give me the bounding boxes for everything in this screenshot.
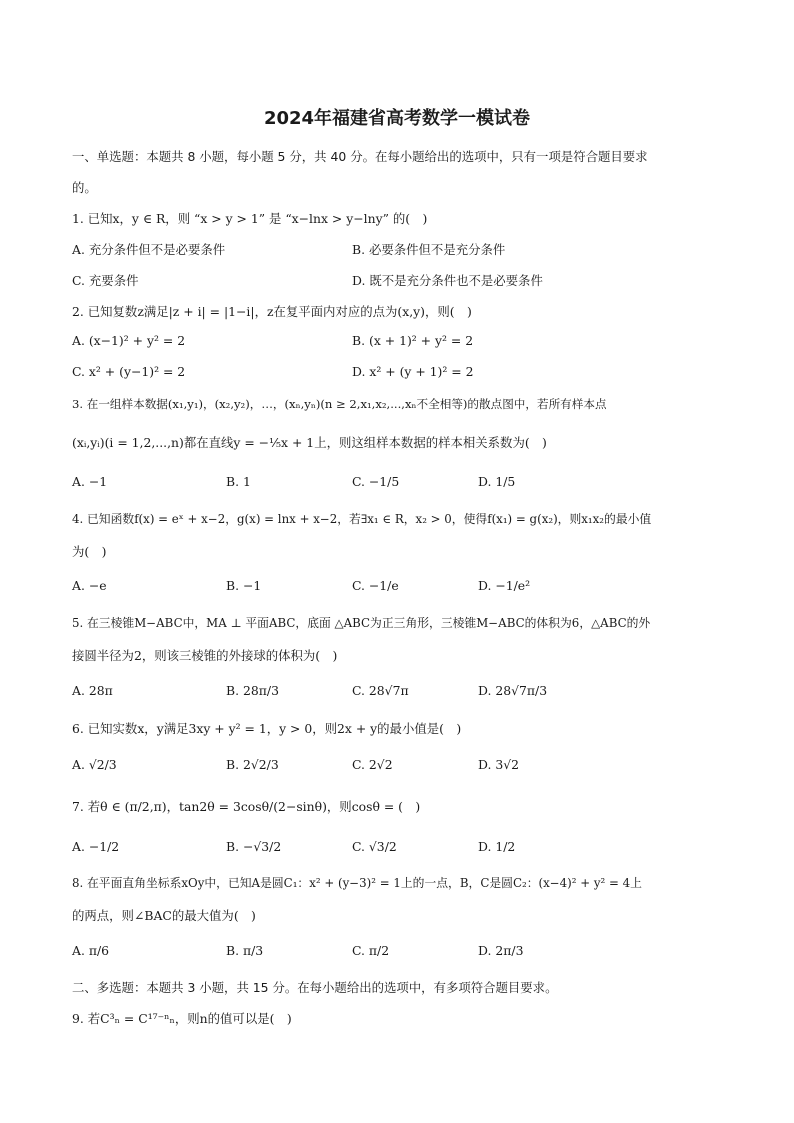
q5-stem-cont: 接圆半径为2，则该三棱锥的外接球的体积为( ) [72,648,338,663]
q6-option-a: A. √2/3 [72,757,117,772]
q8-option-c: C. π/2 [352,943,390,958]
section1-header-cont: 的。 [72,180,97,195]
q8-stem-cont: 的两点，则∠BAC的最大值为( ) [72,908,256,923]
q4-option-a: A. −e [72,578,107,593]
q3-option-d: D. 1/5 [478,474,516,489]
q5-option-d: D. 28√7π/3 [478,683,548,698]
q5-stem: 5. 在三棱锥M−ABC中，MA ⊥ 平面ABC，底面 △ABC为正三角形，三棱锥M−ABC的体积为6，△ABC的外 [72,616,651,630]
q2-option-a: A. (x−1)² + y² = 2 [72,333,186,348]
q7-option-b: B. −√3/2 [226,839,282,854]
q6-option-d: D. 3√2 [478,757,520,772]
section2-header: 二、多选题：本题共 3 小题，共 15 分。在每小题给出的选项中，有多项符合题目要求。 [72,980,558,995]
q4-stem: 4. 已知函数f(x) = eˣ + x−2，g(x) = lnx + x−2，若∃x₁ ∈ R，x₂ > 0，使得f(x₁) = g(x₂)，则x₁x₂的最小值 [72,512,652,526]
q6-option-b: B. 2√2/3 [226,757,279,772]
page-title: 2024年福建省高考数学一模试卷 [263,108,531,129]
q7-option-a: A. −1/2 [72,839,120,854]
q6-stem: 6. 已知实数x，y满足3xy + y² = 1，y > 0，则2x + y的最小值是( ) [72,721,462,736]
q7-stem: 7. 若θ ∈ (π/2,π)，tan2θ = 3cosθ/(2−sinθ)，则cosθ = ( ) [72,799,421,814]
q5-option-a: A. 28π [72,683,113,698]
section1-header: 一、单选题：本题共 8 小题，每小题 5 分，共 40 分。在每小题给出的选项中，只有一项是符合题目要求 [72,149,648,164]
q3-stem: 3. 在一组样本数据(x₁,y₁)，(x₂,y₂)，…，(xₙ,yₙ)(n ≥ 2,x₁,x₂,...,xₙ不全相等)的散点图中，若所有样本点 [72,397,607,411]
q8-stem: 8. 在平面直角坐标系xOy中，已知A是圆C₁：x² + (y−3)² = 1上的一点，B，C是圆C₂：(x−4)² + y² = 4上 [72,876,642,890]
q5-option-b: B. 28π/3 [226,683,279,698]
q3-option-c: C. −1/5 [352,474,400,489]
q1-stem: 1. 已知x，y ∈ R，则 “x > y > 1” 是 “x−lnx > y−lny” 的( ) [72,211,428,226]
q2-stem: 2. 已知复数z满足|z + i| = |1−i|，z在复平面内对应的点为(x,y)，则( ) [72,304,472,319]
q4-option-d: D. −1/e² [478,578,531,593]
q4-option-b: B. −1 [226,578,262,593]
q5-option-c: C. 28√7π [352,683,409,698]
q3-option-b: B. 1 [226,474,251,489]
q2-option-d: D. x² + (y + 1)² = 2 [352,364,474,379]
q2-option-c: C. x² + (y−1)² = 2 [72,364,186,379]
q9-stem: 9. 若C³ₙ = C¹⁷⁻ⁿₙ，则n的值可以是( ) [72,1011,292,1026]
q6-option-c: C. 2√2 [352,757,393,772]
q2-option-b: B. (x + 1)² + y² = 2 [352,333,474,348]
q8-option-b: B. π/3 [226,943,264,958]
q1-option-d: D. 既不是充分条件也不是必要条件 [352,273,543,288]
q8-option-a: A. π/6 [72,943,110,958]
q1-option-a: A. 充分条件但不是必要条件 [72,242,226,257]
q3-stem-cont: (xᵢ,yᵢ)(i = 1,2,...,n)都在直线y = −⅕x + 1上，则这组样本数据的样本相关系数为( ) [72,435,547,450]
q1-option-b: B. 必要条件但不是充分条件 [352,242,506,257]
q1-option-c: C. 充要条件 [72,273,139,288]
q8-option-d: D. 2π/3 [478,943,524,958]
q7-option-c: C. √3/2 [352,839,397,854]
q7-option-d: D. 1/2 [478,839,516,854]
q3-option-a: A. −1 [72,474,108,489]
q4-option-c: C. −1/e [352,578,399,593]
q4-stem-cont: 为( ) [72,544,107,559]
